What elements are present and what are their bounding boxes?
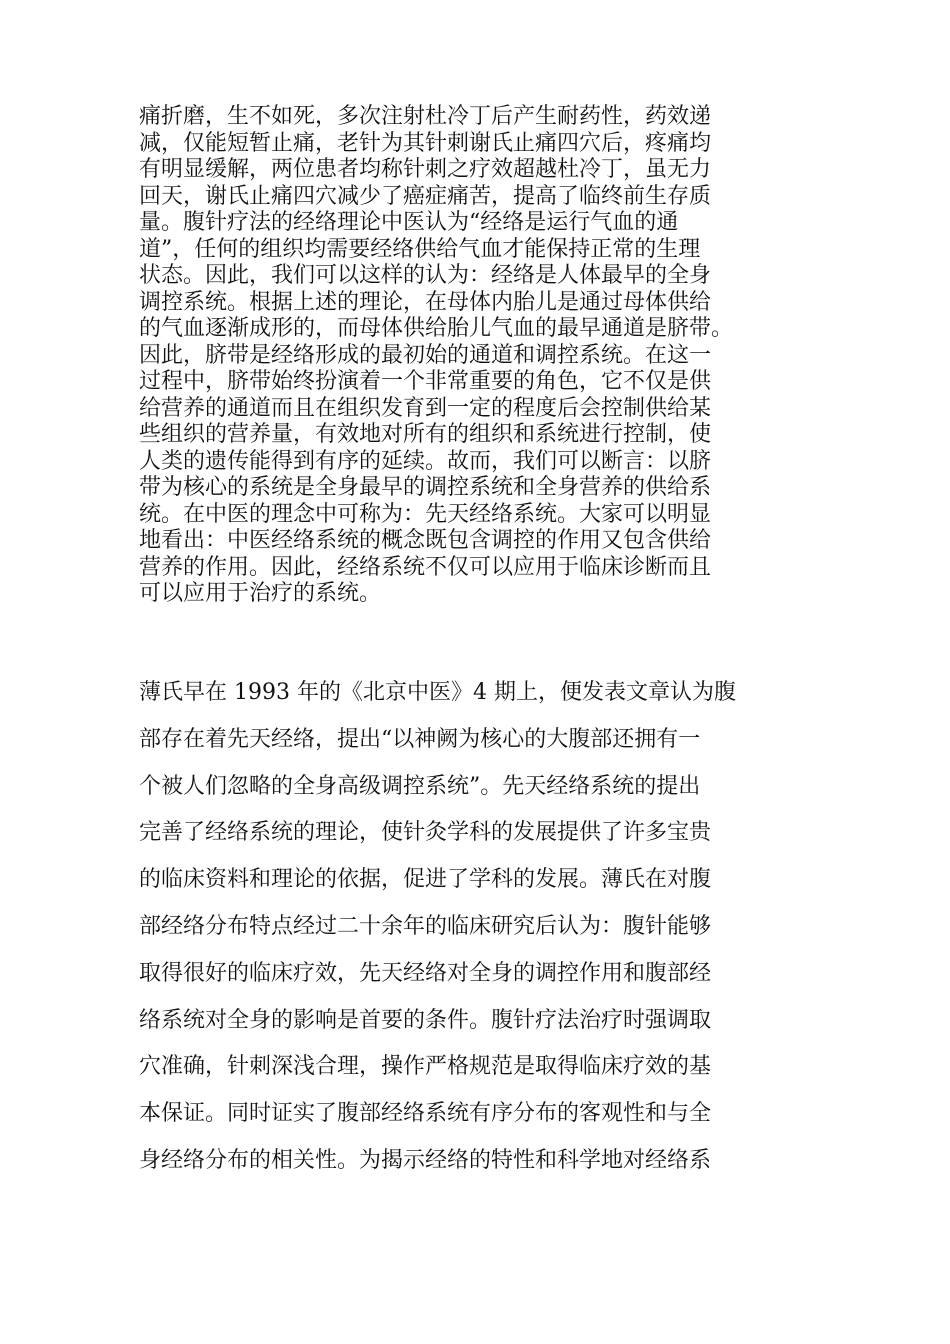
paragraph-line: 个被人们忽略的全身高级调控系统”。先天经络系统的提出	[139, 773, 701, 799]
body-paragraph-1	[139, 104, 829, 608]
paragraph-line: 过程中，脐带始终扮演着一个非常重要的角色，它不仅是供	[139, 369, 712, 394]
paragraph-line: 人类的遗传能得到有序的延续。故而，我们可以断言：以脐	[139, 448, 712, 474]
paragraph-line: 回天，谢氏止痛四穴减少了癌症痛苦，提高了临终前生存质	[139, 183, 712, 209]
paragraph-line: 减，仅能短暂止痛，老针为其针刺谢氏止痛四穴后，疼痛均	[139, 130, 712, 156]
paragraph-line: 量。腹针疗法的经络理论中医认为“经络是运行气血的通	[139, 210, 679, 235]
paragraph-line: 的临床资料和理论的依据，促进了学科的发展。薄氏在对腹	[139, 867, 712, 893]
paragraph-line: 因此，脐带是经络形成的最初始的通道和调控系统。在这一	[139, 342, 712, 368]
paragraph-line: 调控系统。根据上述的理论，在母体内胎儿是通过母体供给	[139, 289, 712, 315]
paragraph-line: 络系统对全身的影响是首要的条件。腹针疗法治疗时强调取	[139, 1007, 712, 1033]
paragraph-line: 痛折磨，生不如死，多次注射杜冷丁后产生耐药性，药效递	[139, 104, 712, 129]
body-paragraph-2	[139, 670, 829, 1185]
paragraph-line: 本保证。同时证实了腹部经络系统有序分布的客观性和与全	[139, 1101, 712, 1127]
paragraph-line: 地看出：中医经络系统的概念既包含调控的作用又包含供给	[139, 528, 712, 553]
paragraph-line: 道”，任何的组织均需要经络供给气血才能保持正常的生理	[139, 236, 701, 262]
paragraph-line: 完善了经络系统的理论，使针灸学科的发展提供了许多宝贵	[139, 820, 712, 846]
paragraph-line: 取得很好的临床疗效，先天经络对全身的调控作用和腹部经	[139, 960, 712, 986]
paragraph-line: 的气血逐渐成形的，而母体供给胎儿气血的最早通道是脐带。	[139, 316, 734, 341]
paragraph-line: 有明显缓解，两位患者均称针刺之疗效超越杜冷丁，虽无力	[139, 157, 712, 182]
paragraph-line: 身经络分布的相关性。为揭示经络的特性和科学地对经络系	[139, 1147, 712, 1173]
paragraph-line: 部经络分布特点经过二十余年的临床研究后认为：腹针能够	[139, 913, 712, 939]
paragraph-line: 统。在中医的理念中可称为：先天经络系统。大家可以明显	[139, 501, 712, 527]
paragraph-line: 部存在着先天经络，提出“以神阙为核心的大腹部还拥有一	[139, 726, 701, 752]
paragraph-line: 状态。因此，我们可以这样的认为：经络是人体最早的全身	[139, 263, 712, 288]
paragraph-line: 可以应用于治疗的系统。	[139, 581, 382, 606]
paragraph-line: 些组织的营养量，有效地对所有的组织和系统进行控制，使	[139, 422, 712, 447]
paragraph-line: 给营养的通道而且在组织发育到一定的程度后会控制供给某	[139, 395, 712, 421]
paragraph-line: 营养的作用。因此，经络系统不仅可以应用于临床诊断而且	[139, 554, 712, 580]
paragraph-line: 穴准确，针刺深浅合理，操作严格规范是取得临床疗效的基	[139, 1054, 712, 1080]
paragraph-line: 带为核心的系统是全身最早的调控系统和全身营养的供给系	[139, 475, 712, 500]
paragraph-line: 薄氏早在 1993 年的《北京中医》4 期上，便发表文章认为腹	[139, 680, 736, 705]
